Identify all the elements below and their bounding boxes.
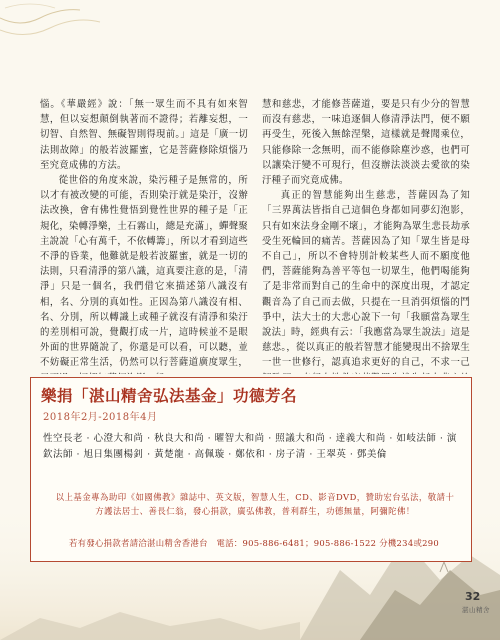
donation-period: 2018年2月-2018年4月 bbox=[43, 412, 158, 423]
donation-contact: 若有發心捐款者請洽湛山精舍香港台 電話：905-886-6481；905-886-1522 分機234或290 bbox=[68, 538, 440, 548]
article-body bbox=[40, 97, 470, 374]
article-left-column bbox=[40, 97, 248, 374]
donation-notice-box bbox=[30, 377, 472, 562]
article-paragraph: 慧和慈悲，才能修菩薩道，要是只有少分的智慧而沒有慈悲，一味追逐個人修清淨法門，便不願再受生，死後入無餘涅槃，這樣就是聲聞乘位，只能修除一念無明，而不能修除塵沙惑，也們可以讓染汙變不可現行，但沒辦法淡淡去愛欲的染汙種子而究竟成佛。 bbox=[262, 99, 470, 187]
article-paragraph: 真正的智慧能夠出生慈悲，菩薩因為了知「三界萬法皆指自己這個色身都如同夢幻泡影，只有如來法身金剛不壞」，才能夠為眾生悲長劫承受生死輪回的痛苦。菩薩因為了知「眾生皆是母不自己」，所以不會特別計較某些人而不願度他們，菩薩能夠為善平等包一切眾生，他們喝能夠了是非常而對自己的生命中的深度出現，才認定觀音為了自己而去做，只提在一旦消弭煩惱的鬥爭中，法大士的大悲心說下一句「我願當為眾生說法」時，經典有云：「我應當為眾生說法」這是慈悲。，從以真正的般若智慧才能變現出不捨眾生一世一世修行，認真追求更好的自己，不求一己 bbox=[262, 190, 470, 369]
donation-title: 樂捐「湛山精舍弘法基金」功德芳名 bbox=[41, 387, 298, 405]
article-paragraph: 惱。《華嚴經》說：「無一眾生而不具有如來智慧，但以妄想顛倒執著而不證得；若離妄想，一切智、自然智、無礙智則得現前。」這是「廣一切法則故障」的般若波羅蜜，它是菩薩修除煩惱乃至究竟成佛的方法。 bbox=[40, 99, 248, 171]
donor-names: 性空長老 · 心澄大和尚 · 秋良大和尚 · 曜智大和尚 · 照議大和尚 · 達義大和尚 · 如岐法師 · 演欽法師 · 旭日集團楊釗 · 黃楚龍 · 高佩璇 · 鄭依和 · 房子清 · 王翠英 · 鄧美倫 bbox=[43, 433, 457, 460]
magazine-label: 湛山精舍 bbox=[462, 606, 490, 614]
corner-ornament bbox=[0, 0, 110, 60]
article-paragraph: 從世俗的角度來說，染污種子是無常的，所以才有被改變的可能，否則染汙就是染汙，沒辦法改換，會有佛性覺悟到覺性世界的種子是「正規化，染轉淨樂，土石霧山，總是充滿」，蟬聲聚主說說「心有萬千，不依轉籌」，所以才看到這些不淨的昏業，他難就是般若波羅蜜，就是一切的法則，只看清淨的第八識，這真要注意的是，「清淨」只是一個名，我們借它來描述第八識沒有相，名、分別的真如性。正因為第八識沒有相、名、分別，所以轉識上或種子就沒有清淨和染汙的差別相可說，覺觀打成一片，這時候並不是眼外面的世界隨說了，你還是可以看，可以聽，並不妨礙正常生活，仍然可以行菩薩道廣度眾生， bbox=[40, 175, 248, 369]
page-number: 32 bbox=[465, 590, 481, 603]
article-right-column bbox=[262, 97, 470, 374]
donation-purpose-note: 以上基金專為助印《如國佛教》雜誌中、英文版，智慧人生，CD、影音DVD，贊助宏台弘法，敬請十方護法居士、善長仁翁，發心捐款，廣弘佛教，普利群生，功德無量，阿彌陀佛！ bbox=[55, 492, 455, 516]
